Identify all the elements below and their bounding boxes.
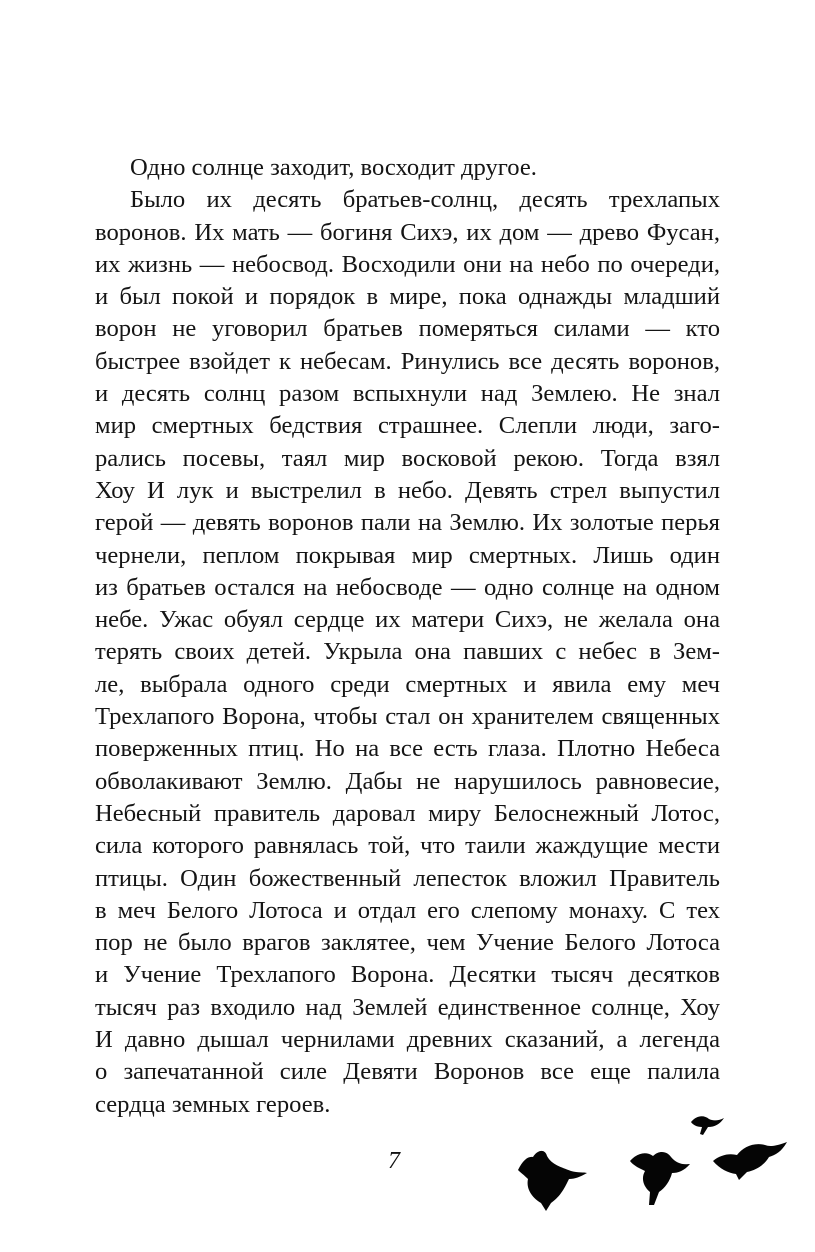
crow-icon (712, 1139, 788, 1181)
text-line: воронов. Их мать — богиня Сихэ, их дом — древо Фусан, (95, 218, 720, 246)
text-line: рались посевы, таял мир восковой рекою. Тогда взял (95, 444, 720, 472)
text-line: их жизнь — небосвод. Восходили они на небо по очереди, (95, 250, 720, 278)
text-line: обволакивают Землю. Дабы не нарушилось равновесие, (95, 767, 720, 795)
text-line: Хоу И лук и выстрелил в небо. Девять стрел выпустил (95, 476, 720, 504)
text-line: небе. Ужас обуял сердце их матери Сихэ, не желала она (95, 606, 720, 634)
text-line: Небесный правитель даровал миру Белоснежный Лотос, (95, 799, 720, 827)
text-line: сердца земных героев. (95, 1090, 331, 1118)
crow-icon (516, 1148, 588, 1212)
text-line: тысяч раз входило над Землей единственное солнце, Хоу (95, 993, 720, 1021)
text-line: ворон не уговорил братьев померяться силами — кто (95, 315, 720, 343)
text-line: И давно дышал чернилами древних сказаний, а легенда (95, 1026, 720, 1054)
text-line: и десять солнц разом вспыхнули над Землею. Не знал (95, 380, 720, 408)
text-line: мир смертных бедствия страшнее. Слепли люди, заго- (95, 412, 720, 440)
text-line: в меч Белого Лотоса и отдал его слепому монаху. С тех (95, 896, 720, 924)
text-line: терять своих детей. Укрыла она павших с небес в Зем- (95, 638, 720, 666)
text-line: сила которого равнялась той, что таили жаждущие мести (95, 832, 720, 860)
text-line: пор не было врагов заклятее, чем Учение Белого Лотоса (95, 929, 720, 957)
crow-icon (690, 1113, 726, 1137)
text-line: Было их десять братьев-солнц, десять трехлапых (130, 186, 720, 214)
text-line: поверженных птиц. Но на все есть глаза. Плотно Небеса (95, 735, 720, 763)
text-line: и был покой и порядок в мире, пока однажды младший (95, 283, 720, 311)
body-text (95, 152, 720, 1121)
text-line: быстрее взойдет к небесам. Ринулись все десять воронов, (95, 347, 720, 375)
crow-icon (629, 1148, 691, 1206)
text-line: чернели, пеплом покрывая мир смертных. Лишь один (95, 541, 720, 569)
text-line: Одно солнце заходит, восходит другое. (130, 154, 537, 181)
text-line: птицы. Один божественный лепесток вложил Правитель (95, 864, 720, 892)
text-line: и Учение Трехлапого Ворона. Десятки тысяч десятков (95, 961, 720, 989)
text-line: из братьев остался на небосводе — одно солнце на одном (95, 573, 720, 601)
page-number: 7 (388, 1148, 400, 1174)
text-line: о запечатанной силе Девяти Воронов все еще палила (95, 1058, 720, 1086)
text-line: герой — девять воронов пали на Землю. Их золотые перья (95, 509, 720, 537)
text-line: Трехлапого Ворона, чтобы стал он хранителем священных (95, 703, 720, 731)
text-line: ле, выбрала одного среди смертных и явила ему меч (95, 670, 720, 698)
